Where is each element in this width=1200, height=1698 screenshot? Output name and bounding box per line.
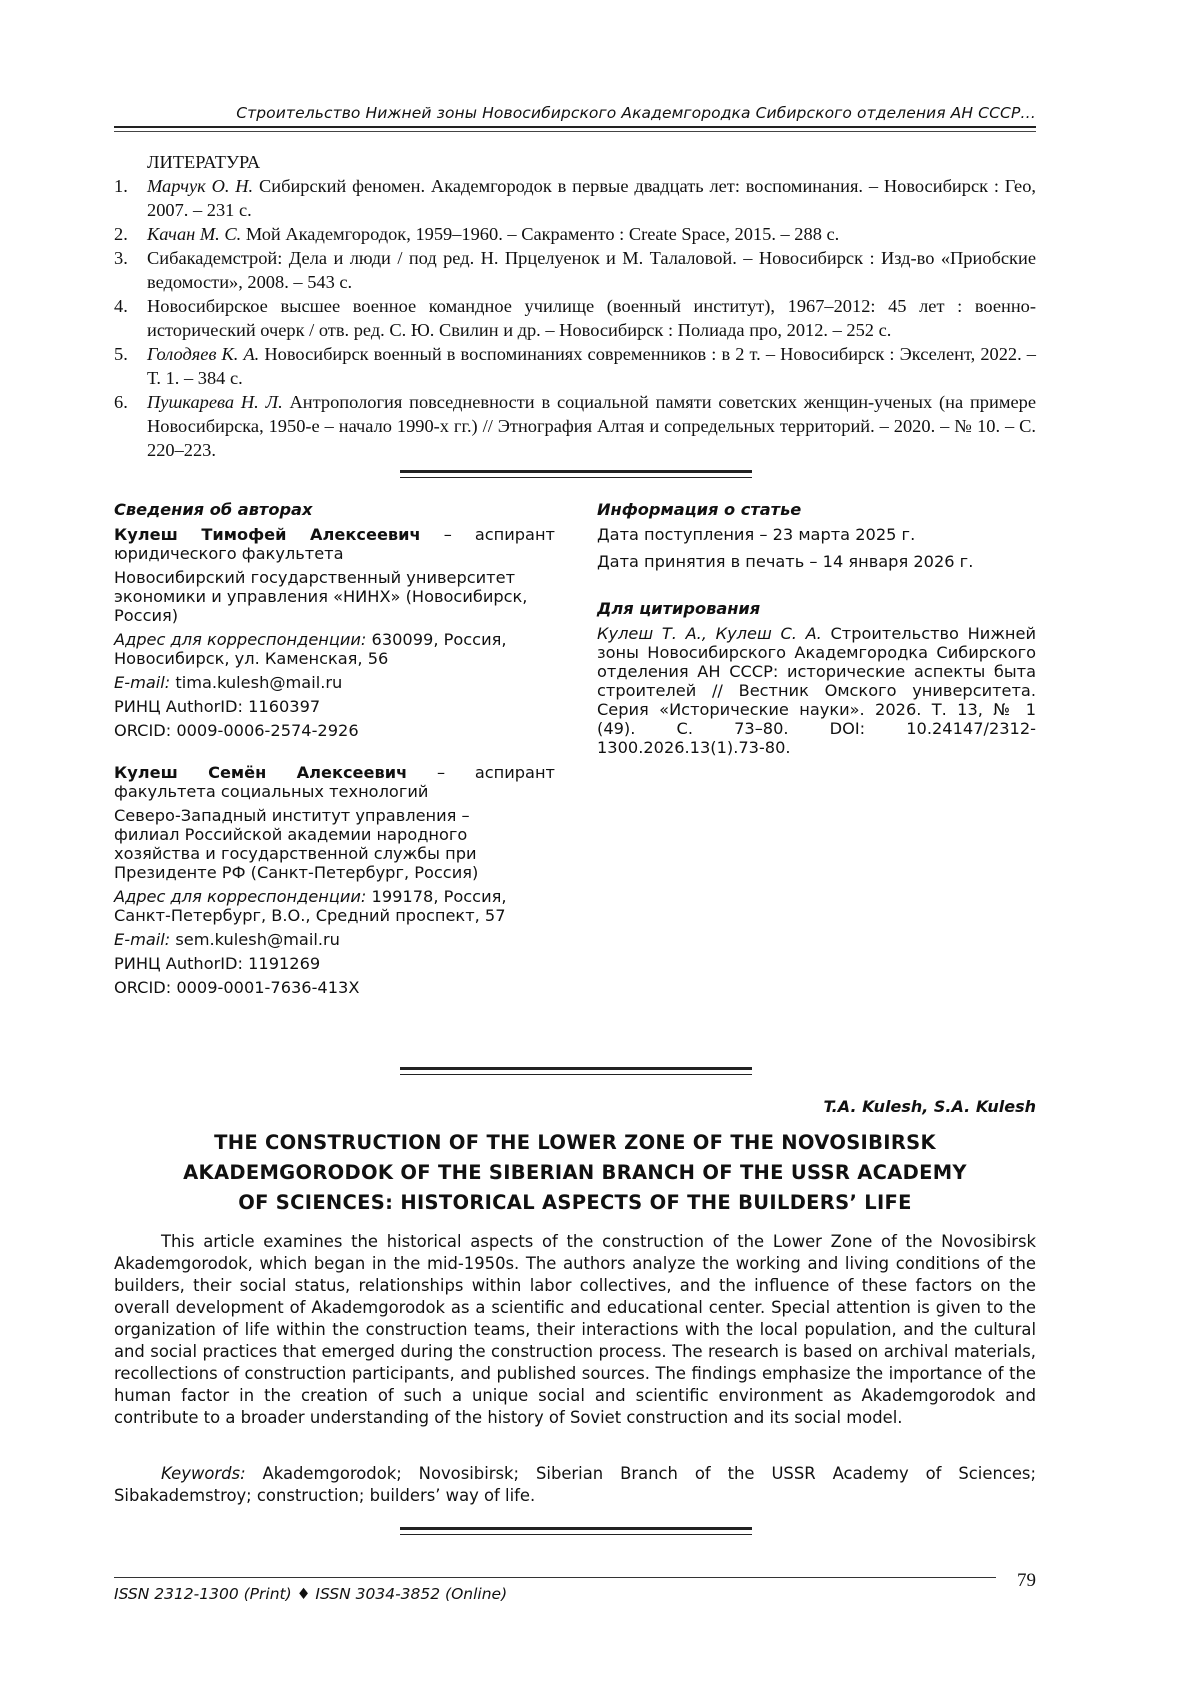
author1-email-line: [114, 673, 555, 692]
author1-name: Кулеш Тимофей Алексеевич: [114, 525, 421, 544]
section-separator-thick: [400, 1067, 752, 1070]
page-number: 79: [1017, 1570, 1036, 1591]
author1-name-line: [114, 525, 555, 563]
reference-item: [114, 222, 1036, 246]
running-header: Строительство Нижней зоны Новосибирского Академгородка Сибирского отделения АН СССР…: [236, 104, 1036, 122]
header-rule-thin: [114, 131, 1036, 132]
reference-text: [147, 342, 1036, 390]
reference-text: [147, 222, 1036, 246]
author1-address-line: [114, 630, 555, 668]
reference-number: 5.: [114, 344, 128, 364]
keywords-list: Akademgorodok; Novosibirsk; Siberian Branch of the USSR Academy of Sciences; Sibakademstroy; construction; builders’ way of life.: [114, 1464, 1036, 1505]
reference-item: [114, 246, 1036, 294]
reference-item: [114, 294, 1036, 342]
author2-name: Кулеш Семён Алексеевич: [114, 763, 408, 782]
reference-number: 1.: [114, 176, 128, 196]
footer-rule: [114, 1577, 996, 1578]
english-title-line: THE CONSTRUCTION OF THE LOWER ZONE OF THE NOVOSIBIRSK: [214, 1131, 936, 1154]
english-title-line: OF SCIENCES: HISTORICAL ASPECTS OF THE BUILDERS’ LIFE: [238, 1191, 912, 1214]
citation-body: Строительство Нижней зоны Новосибирского Академгородка Сибирского отделения АН СССР: исторические аспекты быта строителей // Вестник Омского университета. Серия «Исторические науки». 2026. Т. 13, № 1 (49). С. 73–80. DOI: 10.24147/2312-1300.2026.13(1).73-80.: [597, 624, 1036, 757]
reference-body: Новосибирское высшее военное командное училище (военный институт), 1967–2012: 45 лет : военно-исторический очерк / отв. ред. С. Ю. Свилин и др. – Новосибирск : Полиада про, 2012. – 252 с.: [147, 296, 1036, 340]
reference-number: 6.: [114, 392, 128, 412]
received-date: Дата поступления – 23 марта 2025 г.: [597, 525, 916, 544]
author1-rinc: РИНЦ AuthorID: 1160397: [114, 697, 321, 716]
citation-authors: Кулеш Т. А., Кулеш С. А.: [597, 624, 822, 643]
english-authors: T.A. Kulesh, S.A. Kulesh: [823, 1097, 1036, 1116]
author2-address-label: Адрес для корреспонденции:: [114, 887, 367, 906]
reference-body: Сибакадемстрой: Дела и люди / под ред. Н. Прцелуенок и М. Талаловой. – Новосибирск : Изд-во «Приобские ведомости», 2008. – 543 с.: [147, 248, 1036, 292]
section-separator-thick: [400, 1527, 752, 1530]
authors-info-column: [114, 500, 555, 1002]
reference-number: 3.: [114, 248, 128, 268]
citation-text: [597, 624, 1036, 757]
reference-item: [114, 174, 1036, 222]
references-section: [114, 150, 1036, 462]
author2-email-label: E-mail:: [114, 930, 171, 949]
author2-address: 199178, Россия, Санкт-Петербург, В.О., Средний проспект, 57: [114, 887, 507, 925]
reference-author: Марчук О. Н.: [147, 176, 254, 196]
info-spacer: [597, 576, 1036, 599]
accepted-date: Дата принятия в печать – 14 января 2026 г.: [597, 552, 974, 571]
reference-text: [147, 174, 1036, 222]
author1-address-label: Адрес для корреспонденции:: [114, 630, 367, 649]
article-info-column: [597, 500, 1036, 762]
reference-body: Мой Академгородок, 1959–1960. – Сакраменто : Create Space, 2015. – 288 с.: [241, 224, 840, 244]
reference-body: Сибирский феномен. Академгородок в первые двадцать лет: воспоминания. – Новосибирск : Гео, 2007. – 231 с.: [147, 176, 1036, 220]
footer-issn: ISSN 2312-1300 (Print) ♦ ISSN 3034-3852 (Online): [114, 1585, 508, 1603]
author2-name-line: [114, 763, 555, 801]
keywords-label: Keywords:: [161, 1464, 246, 1483]
english-keywords: [114, 1463, 1036, 1507]
author-spacer: [114, 745, 555, 763]
author1-orcid: ORCID: 0009-0006-2574-2926: [114, 721, 359, 740]
header-rule-thick: [114, 126, 1036, 128]
reference-author: Голодяев К. А.: [147, 344, 260, 364]
section-separator-thin: [400, 1534, 752, 1535]
section-separator-thick: [400, 470, 752, 473]
reference-author: Качан М. С.: [147, 224, 242, 244]
author2-rinc: РИНЦ AuthorID: 1191269: [114, 954, 321, 973]
reference-text: [147, 294, 1036, 342]
reference-item: [114, 390, 1036, 462]
reference-body: Новосибирск военный в воспоминаниях современников : в 2 т. – Новосибирск : Экселент, 2022. – Т. 1. – 384 с.: [147, 344, 1036, 388]
reference-text: [147, 390, 1036, 462]
section-separator-thin: [400, 477, 752, 478]
reference-number: 2.: [114, 224, 128, 244]
authors-info-title: Сведения об авторах: [114, 500, 313, 519]
author1-affiliation: Новосибирский государственный университет экономики и управления «НИНХ» (Новосибирск, Россия): [114, 568, 528, 625]
citation-title: Для цитирования: [597, 599, 761, 618]
article-info-title: Информация о статье: [597, 500, 802, 519]
author2-role: – аспирант факультета социальных технологий: [114, 763, 555, 801]
author2-address-line: [114, 887, 555, 925]
author1-address: 630099, Россия, Новосибирск, ул. Каменская, 56: [114, 630, 507, 668]
author1-role: – аспирант юридического факультета: [114, 525, 555, 563]
author2-email-line: [114, 930, 555, 949]
references-title: ЛИТЕРАТУРА: [147, 152, 261, 172]
reference-item: [114, 342, 1036, 390]
author2-email: sem.kulesh@mail.ru: [170, 930, 340, 949]
author2-orcid: ORCID: 0009-0001-7636-413X: [114, 978, 360, 997]
reference-body: Антропология повседневности в социальной памяти советских женщин-ученых (на примере Новосибирска, 1950-е – начало 1990-х гг.) // Этнография Алтая и сопредельных территорий. – 2020. – № 10. – С. 220–223.: [147, 392, 1036, 460]
reference-number: 4.: [114, 296, 128, 316]
english-abstract: This article examines the historical aspects of the construction of the Lower Zone of the Novosibirsk Akademgorodok, which began in the mid-1950s. The authors analyze the working and living conditions of the builders, their social status, relationships within labor collectives, and the influence of these factors on the overall development of Akademgorodok as a scientific and educational center. Special attention is given to the organization of life within the construction teams, their interactions with the local population, and the cultural and social practices that emerged during the construction process. The research is based on archival materials, recollections of construction participants, and published sources. The findings emphasize the importance of the human factor in the creation of such a unique social and scientific environment as Akademgorodok and contribute to a broader understanding of the history of Soviet construction and its social model.: [114, 1232, 1036, 1427]
english-title-line: AKADEMGORODOK OF THE SIBERIAN BRANCH OF THE USSR ACADEMY: [183, 1161, 967, 1184]
reference-author: Пушкарева Н. Л.: [147, 392, 283, 412]
author1-email-label: E-mail:: [114, 673, 171, 692]
english-title: [114, 1128, 1036, 1218]
section-separator-thin: [400, 1074, 752, 1075]
author2-affiliation: Северо-Западный институт управления – филиал Российской академии народного хозяйства и государственной службы при Президенте РФ (Санкт-Петербург, Россия): [114, 806, 479, 882]
reference-text: [147, 246, 1036, 294]
author1-email: tima.kulesh@mail.ru: [170, 673, 343, 692]
